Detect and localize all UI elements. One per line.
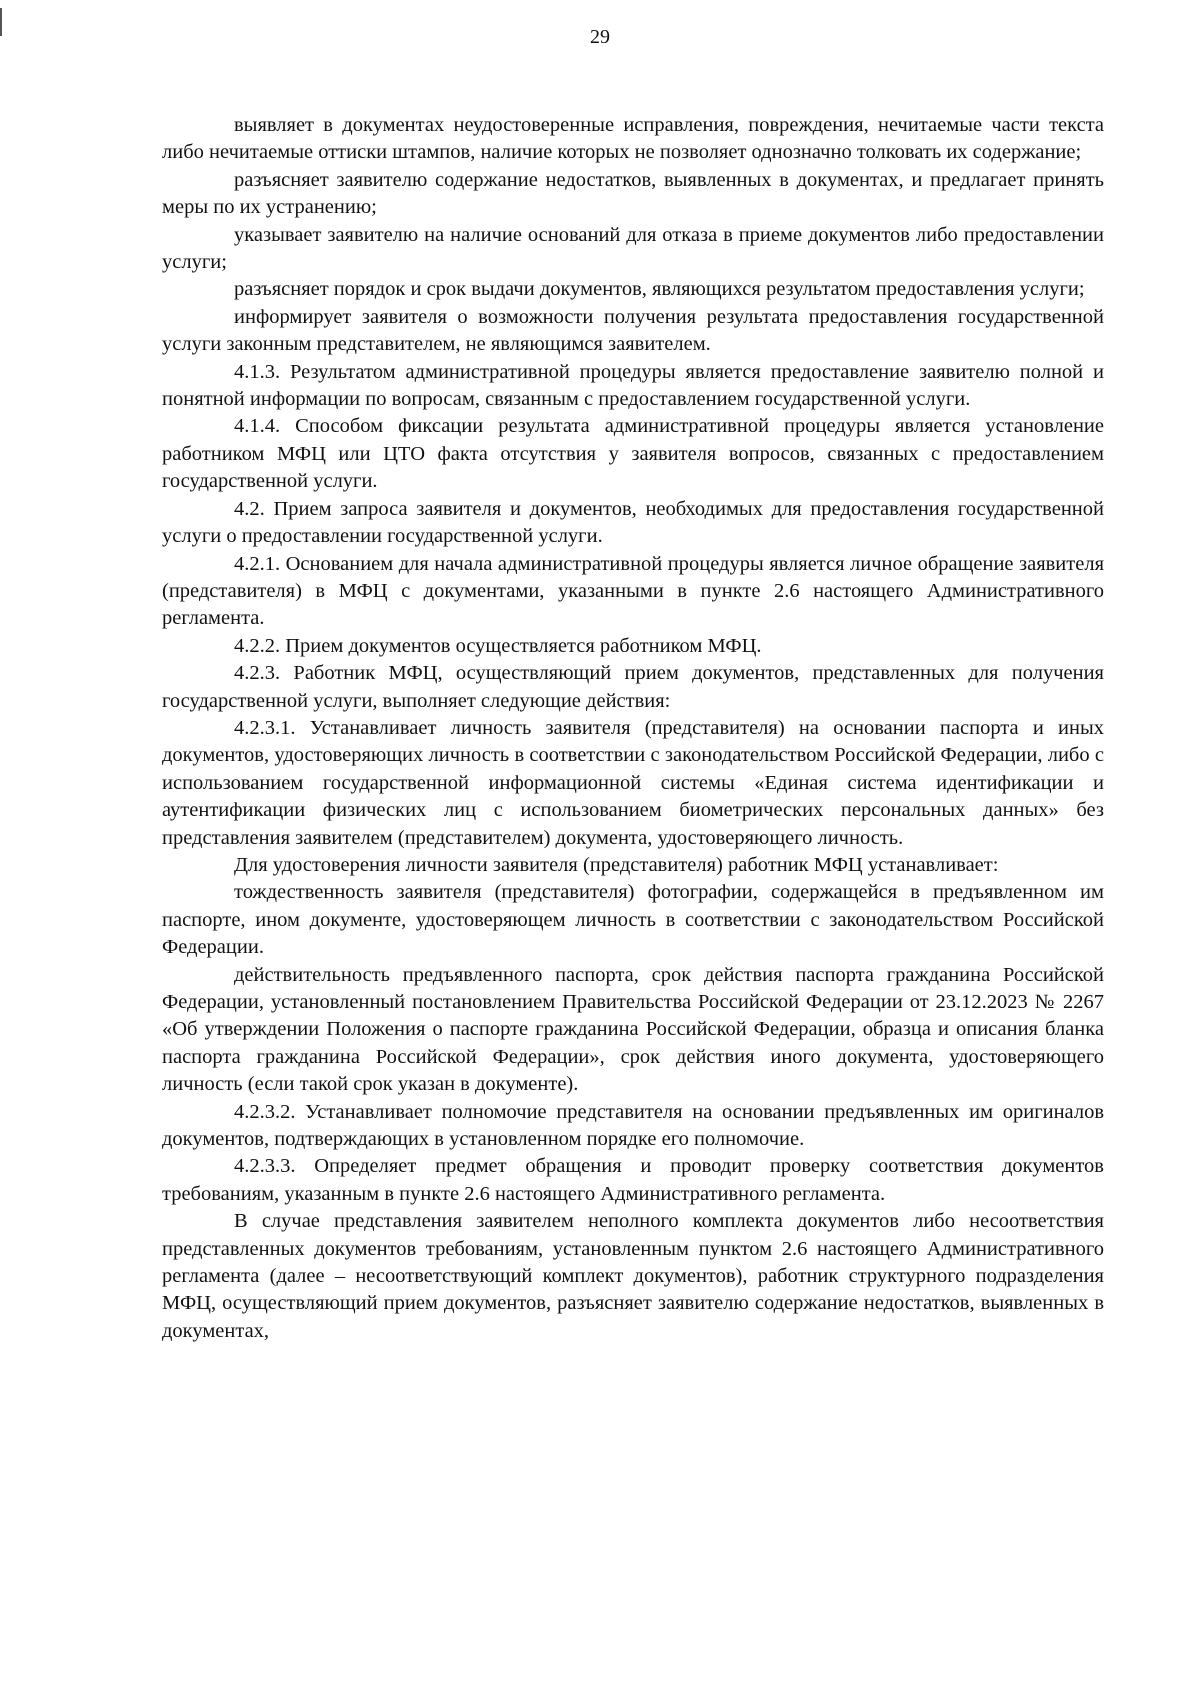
paragraph: тождественность заявителя (представителя) фотографии, содержащейся в предъявленном им паспорте, ином документе, удостоверяющем личность в соответствии с законодательством Российской Федерации. (162, 881, 1104, 959)
paragraph: разъясняет заявителю содержание недостатков, выявленных в документах, и предлагает принять меры по их устранению; (162, 168, 1104, 219)
paragraph: 4.2.3. Работник МФЦ, осуществляющий прием документов, представленных для получения государственной услуги, выполняет следующие действия: (162, 662, 1104, 712)
paragraph: 4.2. Прием запроса заявителя и документов, необходимых для предоставления государственной услуги о предоставлении государственной услуги. (162, 497, 1104, 548)
paragraph: 4.2.1. Основанием для начала административной процедуры является личное обращение заявителя (представителя) в МФЦ с документами, указанными в пункте 2.6 настоящего Административного регламента. (162, 552, 1104, 630)
paragraph: информирует заявителя о возможности получения результата предоставления государственной услуги законным представителем, не являющимся заявителем. (162, 305, 1104, 356)
paragraph: выявляет в документах неудостоверенные исправления, повреждения, нечитаемые части текста либо нечитаемые оттиски штампов, наличие которых не позволяет однозначно толковать их содержание; (162, 114, 1104, 164)
paragraph: 4.2.3.3. Определяет предмет обращения и проводит проверку соответствия документов требованиям, указанным в пункте 2.6 настоящего Административного регламента. (162, 1155, 1104, 1205)
paragraph: разъясняет порядок и срок выдачи документов, являющихся результатом предоставления услуги; (234, 278, 1085, 301)
page-number: 29 (590, 26, 610, 48)
paragraph: Для удостоверения личности заявителя (представителя) работник МФЦ устанавливает: (234, 853, 999, 876)
paragraph: указывает заявителю на наличие оснований для отказа в приеме документов либо предоставлении услуги; (162, 223, 1104, 274)
paragraph: действительность предъявленного паспорта, срок действия паспорта гражданина Российской Федерации, установленный постановлением Правительства Российской Федерации от 23.12.2023 № 2267 «Об утверждении Положения о паспорте гражданина Российской Федерации, образца и описания бланка паспорта гражданина Российской Федерации», срок действия иного документа, удостоверяющего личность (если такой срок указан в документе). (162, 963, 1104, 1096)
paragraph: 4.2.2. Прием документов осуществляется работником МФЦ. (234, 634, 762, 657)
paragraph: 4.2.3.1. Устанавливает личность заявителя (представителя) на основании паспорта и иных документов, удостоверяющих личность в соответствии с законодательством Российской Федерации, либо с использованием государственной информационной системы «Единая система идентификации и аутентификации физических лиц с использованием биометрических персональных данных» без представления заявителем (представителем) документа, удостоверяющего личность. (162, 716, 1104, 849)
paragraph: 4.2.3.2. Устанавливает полномочие представителя на основании предъявленных им оригиналов документов, подтверждающих в установленном порядке его полномочие. (162, 1100, 1104, 1151)
paragraph: 4.1.3. Результатом административной процедуры является предоставление заявителю полной и понятной информации по вопросам, связанным с предоставлением государственной услуги. (162, 360, 1104, 411)
document-body (162, 112, 1104, 1345)
paragraph: В случае представления заявителем неполного комплекта документов либо несоответствия представленных документов требованиям, установленным пунктом 2.6 настоящего Административного регламента (далее – несоответствующий комплект документов), работник структурного подразделения МФЦ, осуществляющий прием документов, разъясняет заявителю содержание недостатков, выявленных в документах, (162, 1210, 1104, 1342)
paragraph: 4.1.4. Способом фиксации результата административной процедуры является установление работником МФЦ или ЦТО факта отсутствия у заявителя вопросов, связанных с предоставлением государственной услуги. (162, 415, 1104, 493)
